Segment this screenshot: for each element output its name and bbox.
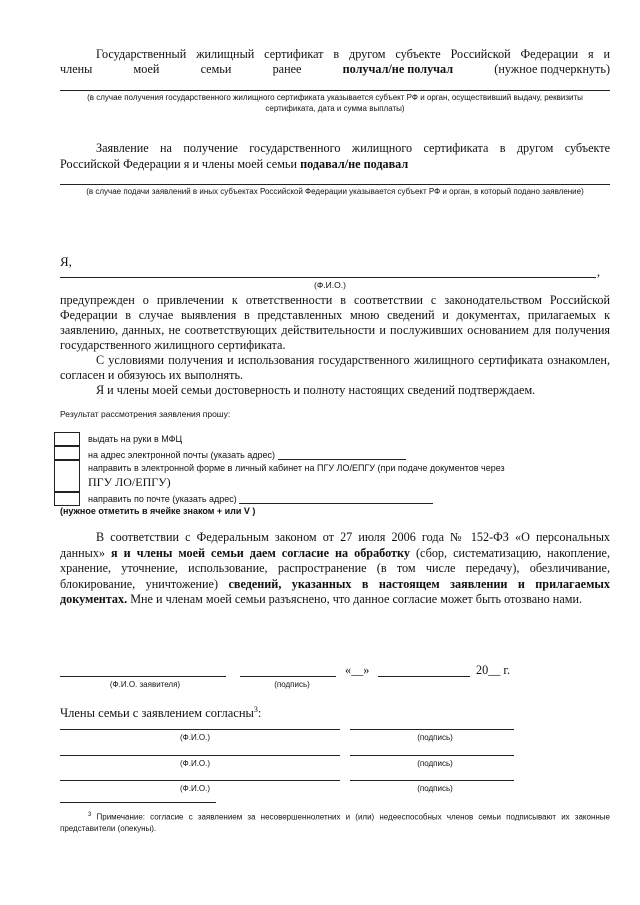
applicant-sign-label: (подпись)	[274, 680, 310, 689]
confirm-text: Я и члены моей семьи достоверность и полноту настоящих сведений подтверждаем.	[96, 383, 536, 397]
members-heading: Члены семьи с заявлением согласны$^3$:	[60, 705, 262, 721]
application-note: (в случае подачи заявлений в иных субъектах Российской Федерации указывается субъект РФ и орган, в который подано заявление)	[86, 187, 584, 196]
member-2-fio-line[interactable]	[60, 755, 340, 756]
declarant-fio-label: (Ф.И.О.)	[314, 280, 346, 290]
mark-note: (нужное отметить в ячейке знаком + или V )	[60, 506, 256, 516]
declarant-fio-line[interactable]	[60, 277, 596, 278]
member-2-fio-label: (Ф.И.О.)	[179, 759, 211, 768]
application-choice: подавал/не подавал	[300, 157, 409, 171]
member-3-fio-line[interactable]	[60, 780, 340, 781]
option-post-checkbox[interactable]	[54, 492, 80, 506]
cert-line2: члены моей семьи ранее получал/не получал (нужное подчеркнуть)	[60, 62, 610, 76]
option-post-label: направить по почте (указать адрес)	[88, 492, 433, 504]
member-1-fio-line[interactable]	[60, 729, 340, 730]
member-3-sign-label: (подпись)	[417, 784, 453, 793]
option-email-checkbox[interactable]	[54, 446, 80, 460]
warning-text: предупрежден о привлечении к ответственности в соответствии с законодательством Российской Федерации в случае выявления в представленных мною сведений и документах, прилагаемых к заявлению, данных, не соответствующих действительности и послуживших основанием для получения государственного жилищного сертификата.	[60, 293, 610, 352]
option-cabinet-label-cont: ПГУ ЛО/ЕПГУ)	[88, 475, 171, 489]
ya-label: Я,	[60, 254, 72, 269]
result-heading: Результат рассмотрения заявления прошу:	[60, 409, 231, 419]
applicant-fio-label: (Ф.И.О. заявителя)	[109, 680, 181, 689]
application-line2: Российской Федерации я и члены моей семьи подавал/не подавал	[60, 157, 409, 171]
member-3-sign-line[interactable]	[350, 780, 514, 781]
member-2-sign-line[interactable]	[350, 755, 514, 756]
footnote-separator	[60, 802, 216, 803]
member-2-sign-label: (подпись)	[417, 759, 453, 768]
applicant-sign-line[interactable]	[240, 676, 336, 677]
footnote-text: $^3$ Примечание: согласие с заявлением за несовершеннолетних и (или) недееспособных членов семьи подписывают их законные представители (опекуны).	[60, 812, 610, 833]
option-mfc-label: выдать на руки в МФЦ	[88, 434, 183, 444]
post-address-line[interactable]	[239, 492, 433, 504]
option-cabinet-checkbox[interactable]	[54, 460, 80, 492]
application-line1: Заявление на получение государственного жилищного сертификата в другом субъекте	[96, 141, 610, 155]
cert-choice: получал/не получал	[342, 62, 454, 76]
date-year: 20__ г.	[476, 663, 511, 677]
email-address-line[interactable]	[278, 448, 406, 460]
conditions-text: С условиями получения и использования государственного жилищного сертификата ознакомлен, согласен и обязуюсь их выполнять.	[60, 353, 610, 382]
applicant-fio-line[interactable]	[60, 676, 226, 677]
member-1-sign-line[interactable]	[350, 729, 514, 730]
option-email-label: на адрес электронной почты (указать адрес)	[88, 448, 406, 460]
cert-fill-line[interactable]	[60, 90, 610, 91]
declarant-comma: ,	[597, 265, 601, 279]
cert-line1: Государственный жилищный сертификат в другом субъекте Российской Федерации я и	[96, 47, 610, 61]
date-month-line[interactable]	[378, 676, 470, 677]
option-mfc-checkbox[interactable]	[54, 432, 80, 446]
option-cabinet-label: направить в электронной форме в личный кабинет на ПГУ ЛО/ЕПГУ (при подаче документов через	[88, 463, 505, 473]
date-day: «__»	[345, 663, 370, 677]
application-fill-line[interactable]	[60, 184, 610, 185]
consent-text: В соответствии с Федеральным законом от 27 июля 2006 года № 152-ФЗ «О персональных данных» я и члены моей семьи даем согласие на обработку (сбор, систематизацию, накопление, хранение, уточнение, использование, распространение (в том числе передачу), обезличивание, блокирование, уничтожение) сведений, указанных в настоящем заявлении и прилагаемых документах. Мне и членам моей семьи разъяснено, что данное согласие может быть отозвано нами.	[60, 530, 610, 606]
member-3-fio-label: (Ф.И.О.)	[179, 784, 211, 793]
member-1-fio-label: (Ф.И.О.)	[179, 733, 211, 742]
cert-note: (в случае получения государственного жилищного сертификата указывается субъект РФ и орган, осуществивший выдачу, реквизиты сертификата, дата и сумма выплаты)	[87, 93, 583, 113]
member-1-sign-label: (подпись)	[417, 733, 453, 742]
